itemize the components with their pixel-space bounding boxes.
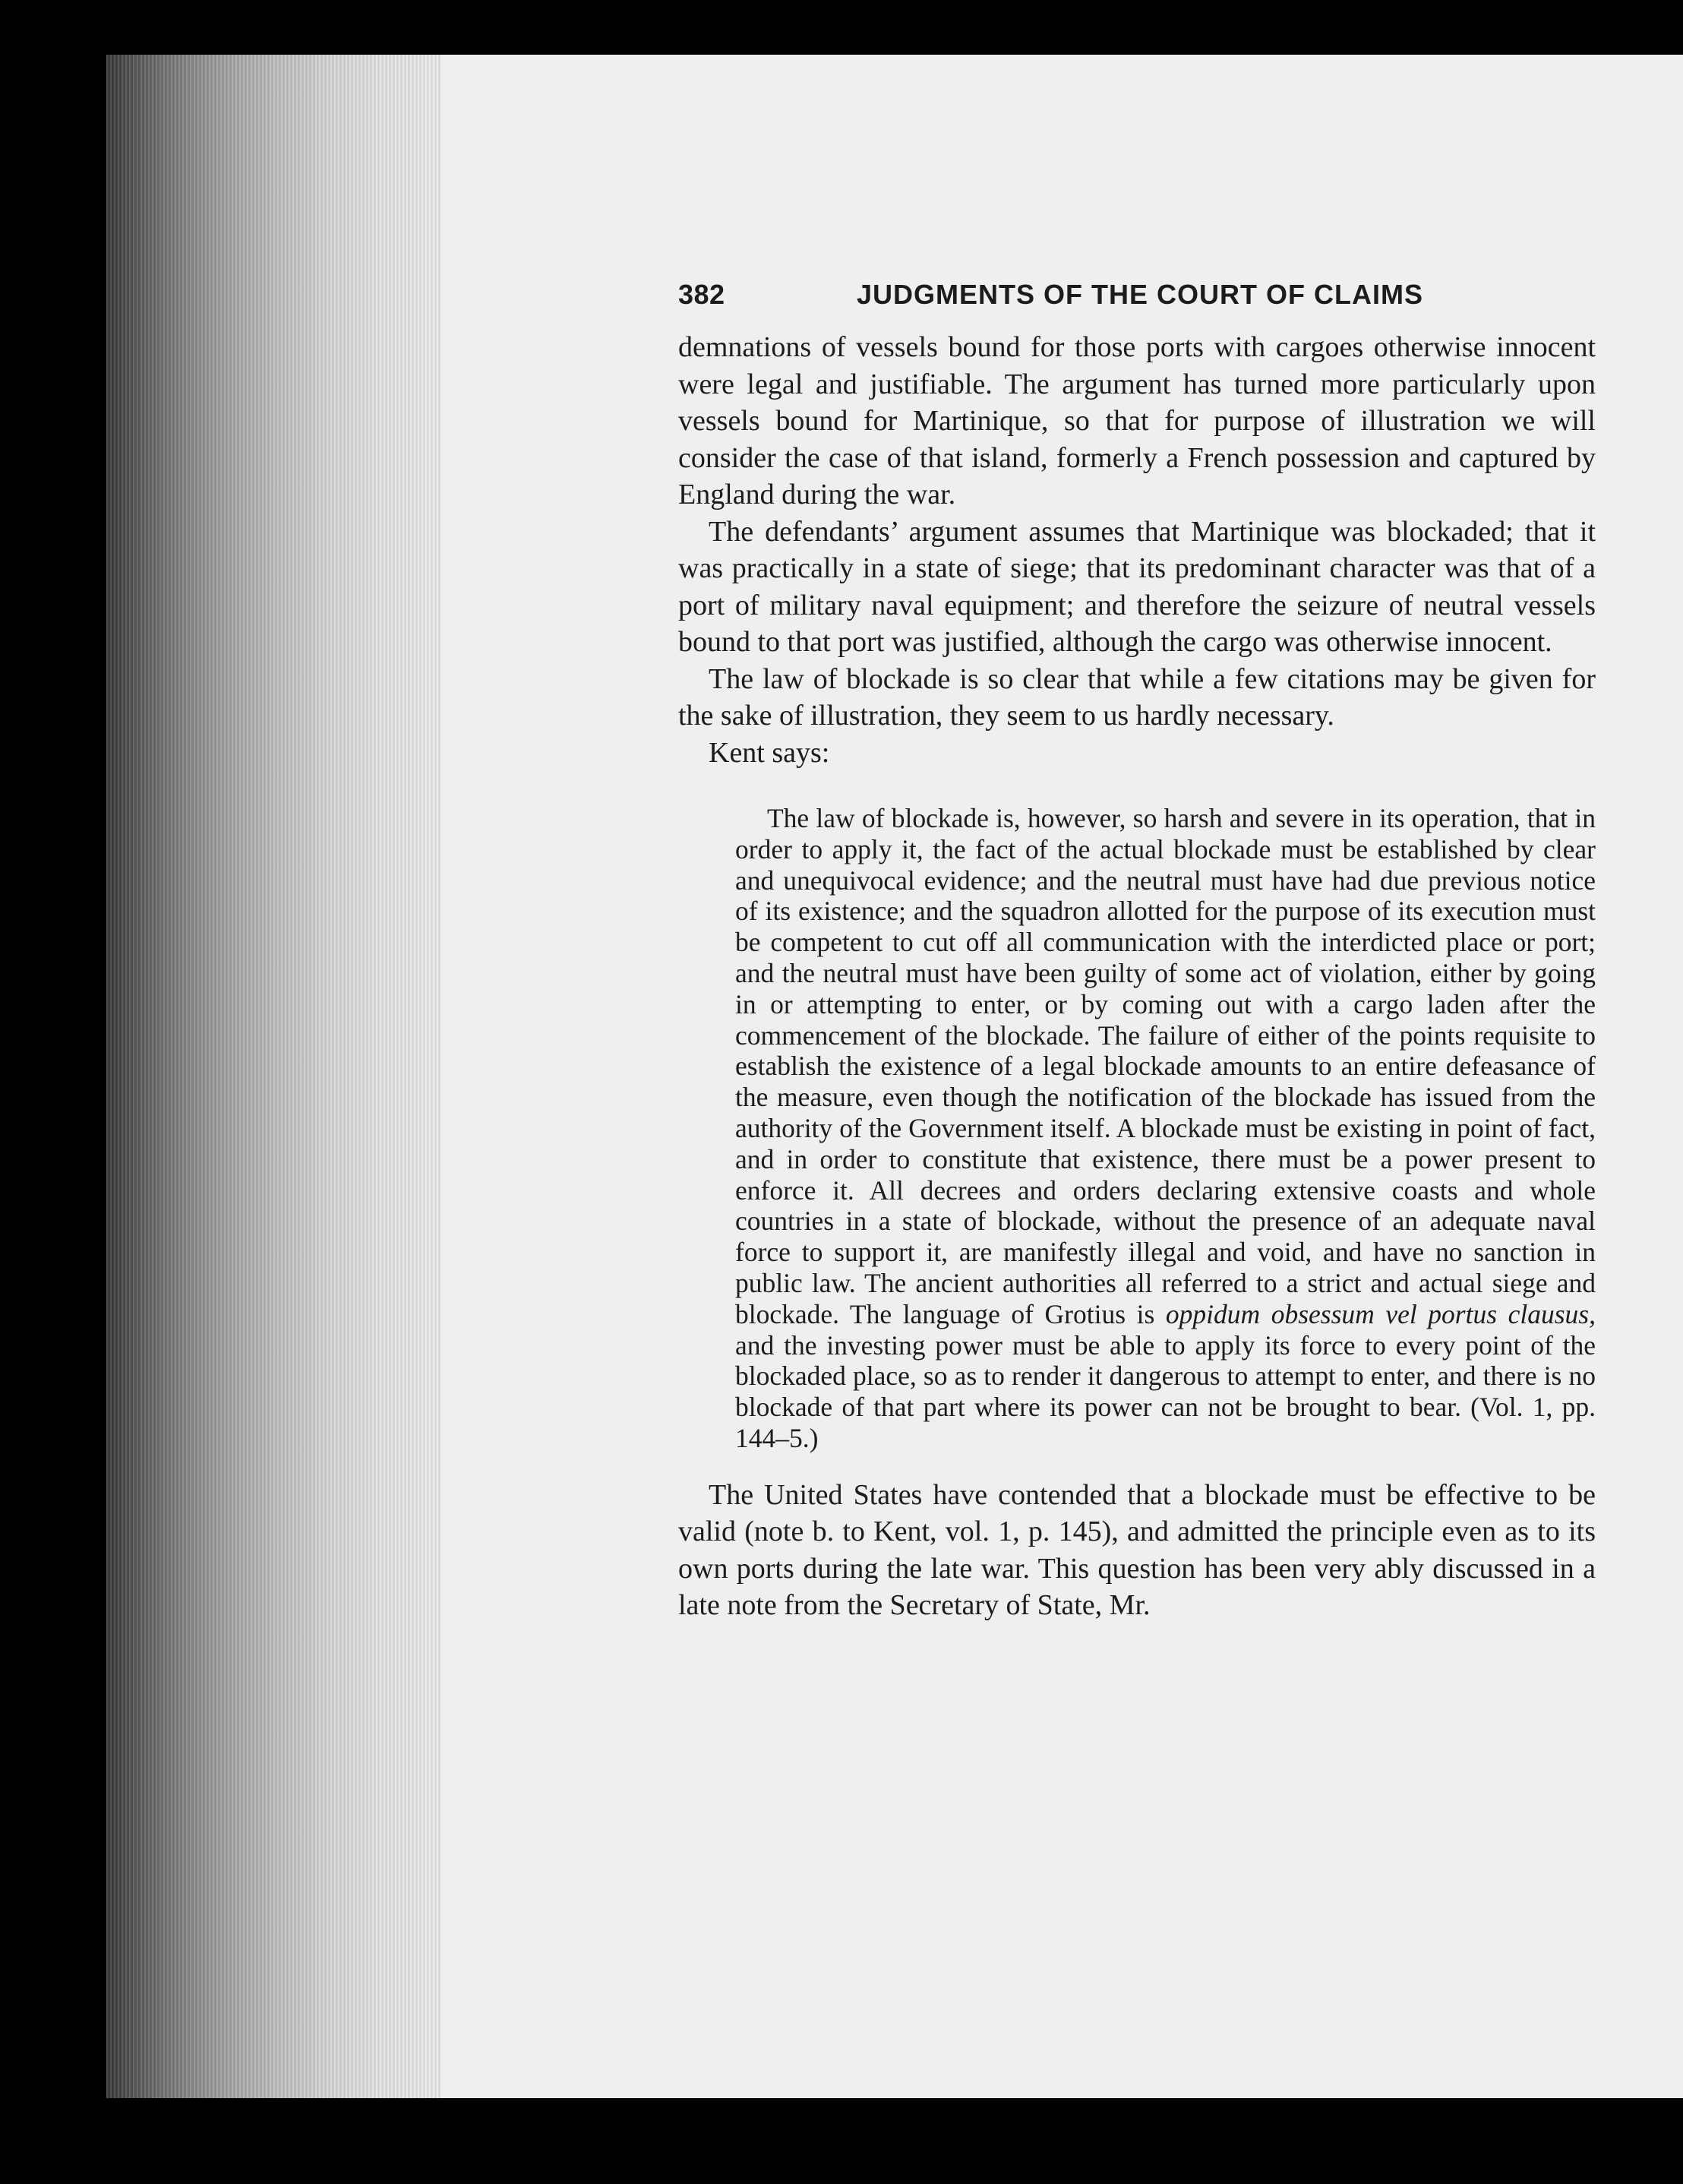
book-gutter xyxy=(106,55,448,2098)
running-head xyxy=(678,279,1596,324)
paragraph-united-states: The United States have contended that a blockade must be effective to be valid (note b. to Kent, vol. 1, p. 145), and admitted the principle even as to its own ports during the late war. This question has been very ably discussed in a late note from the Secretary of State, Mr. xyxy=(678,1478,1596,1622)
paragraph-defendants-argument: The defendants’ argument assumes that Martinique was blockaded; that it was practically in a state of siege; that its predominant character was that of a port of military naval equipment; and therefore the seizure of neutral vessels bound to that port was justified, although the cargo was otherwise innocent. xyxy=(678,515,1596,658)
paragraph-law-of-blockade: The law of blockade is so clear that while a few citations may be given for the sake of illustration, they seem to us hardly necessary. xyxy=(678,662,1596,732)
quote-latin-phrase: oppidum obsessum vel portus clausus, xyxy=(1165,1298,1596,1329)
quote-text-part1: The law of blockade is, however, so harsh and severe in its operation, that in order to apply it, the fact of the actual blockade must be established by clear and unequivocal evidence; and the neutral must have had due previous notice of its existence; and the squadron allotted for the purpose of its execution must be competent to cut off all communication with the interdicted place or port; and the neutral must have been guilty of some act of violation, either by going in or attempting to enter, or by coming out with a cargo laden after the commencement of the blockade. The failure of either of the points requisite to establish the existence of a legal blockade amounts to an entire defeasance of the measure, even though the notification of the blockade has issued from the authority of the Government itself. A blockade must be existing in point of fact, and in order to constitute that existence, there must be a power present to enforce it. All decrees and orders declaring extensive coasts and whole countries in a state of blockade, without the presence of an adequate naval force to support it, are manifestly illegal and void, and have no sanction in public law. The ancient authorities all referred to a strict and actual siege and blockade. The language of Grotius is xyxy=(735,803,1596,1329)
paragraph-kent-says: Kent says: xyxy=(709,736,830,769)
block-quote-kent xyxy=(735,803,1596,1454)
page-number: 382 xyxy=(678,279,725,310)
running-title: JUDGMENTS OF THE COURT OF CLAIMS xyxy=(857,279,1423,310)
book-page xyxy=(440,55,1683,2098)
paragraph-continuation: demnations of vessels bound for those ports with cargoes otherwise innocent were legal and justifiable. The argument has turned more particularly upon vessels bound for Martinique, so that for purpose of illustration we will consider the case of that island, formerly a French possession and captured by England during the war. xyxy=(678,331,1596,510)
quote-text-part2: and the investing power must be able to apply its force to every point of the blockaded place, so as to render it dangerous to attempt to enter, and there is no blockade of that part where its power can not be brought to bear. (Vol. 1, pp. 144–5.) xyxy=(735,1329,1596,1453)
page-content xyxy=(678,279,1596,1624)
